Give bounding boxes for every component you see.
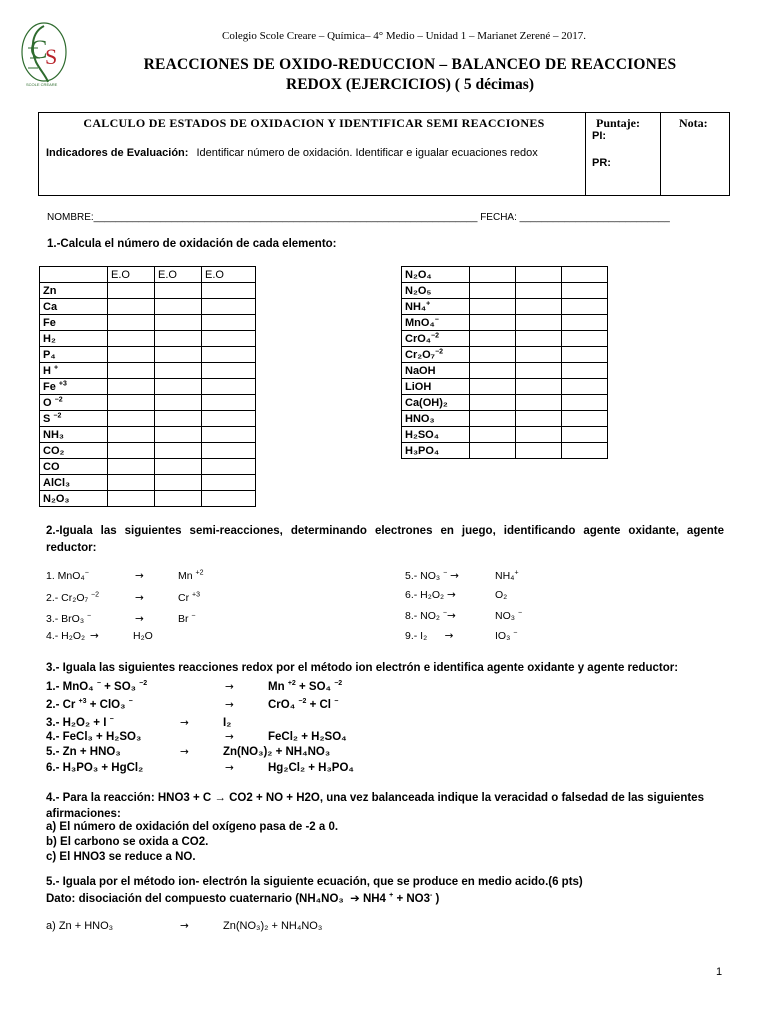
arrow-icon: → — [225, 681, 234, 693]
semi-reaction-9: 9.- I₂ → — [405, 630, 454, 642]
table-row: O $^{-2}$ — [40, 395, 256, 411]
question-3-title: 3.- Iguala las siguientes reacciones redox por el método ion electrón e identifica agente oxidante y agente reductor: — [46, 662, 679, 674]
table-row: N₂O₅ — [402, 283, 608, 299]
redox-reaction-1: 1.- MnO₄ − + SO₃ $^{-2}$ — [46, 680, 148, 693]
redox-reaction-5: 5.- Zn + HNO₃ — [46, 746, 121, 758]
pi-label: PI: — [592, 130, 607, 142]
arrow-icon: → — [180, 746, 189, 758]
table-row: Ca — [40, 299, 256, 315]
nota-label: Nota: — [679, 116, 708, 130]
page-title-line-1: REACCIONES DE OXIDO-REDUCCION – BALANCEO DE REACCIONES — [143, 56, 677, 73]
table-row: E.O E.O E.O — [40, 267, 256, 283]
arrow-icon: → — [225, 731, 234, 743]
semi-reaction-1-product: Mn $^{+2}$ — [178, 569, 204, 582]
arrow-icon: → — [180, 920, 189, 932]
table-row: Fe $^{+3}$ — [40, 379, 256, 395]
indicators-label: Indicadores de Evaluación: — [46, 147, 189, 159]
table-row: H + — [40, 363, 256, 379]
name-date-line: NOMBRE:_____________________________________________________________________ FECHA: ___________________________ — [47, 212, 670, 223]
pr-label: PR: — [592, 157, 611, 169]
table-row: S $^{-2}$ — [40, 411, 256, 427]
semi-reaction-6: 6.- H₂O₂ → — [405, 589, 456, 601]
question-5-dato: Dato: disociación del compuesto cuaternario (NH₄NO₃ ➔ NH4 + + NO3- ) — [46, 891, 440, 905]
table-row: Cr₂O₇$^{-2}$ — [402, 347, 608, 363]
oxidation-table-right — [401, 266, 608, 459]
table-row: HNO₃ — [402, 411, 608, 427]
semi-reaction-8-product: NO₃ − — [495, 609, 523, 622]
redox-reaction-6: 6.- H₃PO₃ + HgCl₂ — [46, 762, 144, 774]
indicators-text: Identificar número de oxidación. Identificar e igualar ecuaciones redox — [196, 147, 538, 159]
school-logo — [18, 18, 70, 90]
question-4-title: 4.- Para la reacción: HNO3 + C → CO2 + NO + H2O, una vez balanceada indique la veracidad o falsedad de las siguientes afirmaciones: — [46, 792, 704, 820]
table-row: Fe — [40, 315, 256, 331]
semi-reaction-5-product: NH₄+ — [495, 569, 519, 582]
redox-reaction-6-products: Hg₂Cl₂ + H₃PO₄ — [268, 762, 354, 774]
redox-reaction-3: 3.- H₂O₂ + I − — [46, 716, 114, 729]
svg-text:SCOLE CREARE: SCOLE CREARE — [26, 82, 58, 87]
question-5-item-a: a) Zn + HNO₃ — [46, 920, 114, 932]
question-5-item-a-products: Zn(NO₃)₂ + NH₄NO₃ — [223, 920, 323, 932]
page-title-line-2: REDOX (EJERCICIOS) ( 5 décimas) — [286, 76, 534, 93]
svg-text:S: S — [45, 44, 58, 69]
semi-reaction-2-product: Cr $^{+3}$ — [178, 591, 200, 604]
table-row: AlCl₃ — [40, 475, 256, 491]
semi-reaction-4: 4.- H₂O₂ — [46, 630, 86, 642]
semi-reaction-9-product: IO₃ − — [495, 629, 518, 642]
semi-reaction-4-product: H₂O — [133, 630, 153, 642]
redox-reaction-2-products: CrO₄ $^{-2}$ + Cl − — [268, 698, 339, 711]
evaluation-box — [38, 112, 730, 196]
arrow-icon: → — [135, 613, 144, 625]
semi-reaction-8: 8.- NO₂ −→ — [405, 609, 456, 622]
puntaje-cell — [586, 113, 661, 195]
table-row: Zn — [40, 283, 256, 299]
table-row: LiOH — [402, 379, 608, 395]
table-row: MnO₄− — [402, 315, 608, 331]
redox-reaction-4: 4.- FeCl₃ + H₂SO₃ — [46, 731, 142, 743]
table-row: CrO₄$^{-2}$ — [402, 331, 608, 347]
question-4-item-c: c) El HNO3 se reduce a NO. — [46, 851, 196, 863]
table-row: N₂O₄ — [402, 267, 608, 283]
semi-reaction-3-product: Br − — [178, 612, 196, 625]
question-5-title: 5.- Iguala por el método ion- electrón la siguiente ecuación, que se produce en medio acido.(6 pts) — [46, 876, 583, 888]
table-row: NH₄+ — [402, 299, 608, 315]
question-4-item-b: b) El carbono se oxida a CO2. — [46, 836, 209, 848]
page-number: 1 — [716, 966, 723, 978]
puntaje-label: Puntaje: — [596, 116, 640, 130]
table-row: CO₂ — [40, 443, 256, 459]
redox-reaction-1-products: Mn $^{+2}$ + SO₄ $^{-2}$ — [268, 680, 343, 693]
nota-cell — [661, 113, 729, 195]
table-row: CO — [40, 459, 256, 475]
table-row: Ca(OH)₂ — [402, 395, 608, 411]
question-2-title: 2.-Iguala las siguientes semi-reacciones, determinando electrones en juego, identificando agente oxidante, agente reductor: — [46, 525, 724, 554]
semi-reaction-1: 1. MnO₄− — [46, 569, 89, 582]
table-row: H₂ — [40, 331, 256, 347]
evaluation-title: CALCULO DE ESTADOS DE OXIDACION Y IDENTIFICAR SEMI REACCIONES — [83, 116, 545, 130]
arrow-icon: → — [225, 699, 234, 711]
table-row: P₄ — [40, 347, 256, 363]
table-row: N₂O₃ — [40, 491, 256, 507]
question-4-item-a: a) El número de oxidación del oxígeno pasa de -2 a 0. — [46, 821, 339, 833]
semi-reaction-2: 2.- Cr₂O₇ $^{-2}$ — [46, 591, 100, 604]
redox-reaction-5-products: Zn(NO₃)₂ + NH₄NO₃ — [223, 746, 331, 758]
table-row: NaOH — [402, 363, 608, 379]
redox-reaction-2: 2.- Cr $^{+3}$ + ClO₃ − — [46, 698, 133, 711]
redox-reaction-4-products: FeCl₂ + H₂SO₄ — [268, 731, 347, 743]
table-row: NH₃ — [40, 427, 256, 443]
dato-label: Dato: disociación del compuesto cuaternario ( — [46, 893, 300, 905]
table-row: H₃PO₄ — [402, 443, 608, 459]
semi-reaction-5: 5.- NO₃ − → — [405, 569, 459, 582]
arrow-icon: → — [135, 570, 144, 582]
oxidation-table-left — [39, 266, 256, 507]
arrow-icon: → — [90, 630, 99, 642]
table-row: H₂SO₄ — [402, 427, 608, 443]
redox-reaction-3-products: I₂ — [223, 717, 232, 729]
semi-reaction-6-product: O₂ — [495, 589, 508, 601]
arrow-icon: → — [225, 762, 234, 774]
semi-reaction-3: 3.- BrO₃ − — [46, 612, 92, 625]
arrow-icon: → — [180, 717, 189, 729]
arrow-icon: → — [135, 592, 144, 604]
question-1-title: 1.-Calcula el número de oxidación de cada elemento: — [47, 238, 337, 250]
evaluation-main-cell — [39, 113, 586, 195]
header-line: Colegio Scole Creare – Química– 4° Medio – Unidad 1 – Marianet Zerené – 2017. — [222, 30, 586, 42]
evaluation-indicators — [46, 147, 581, 159]
svg-text:C: C — [30, 35, 48, 64]
